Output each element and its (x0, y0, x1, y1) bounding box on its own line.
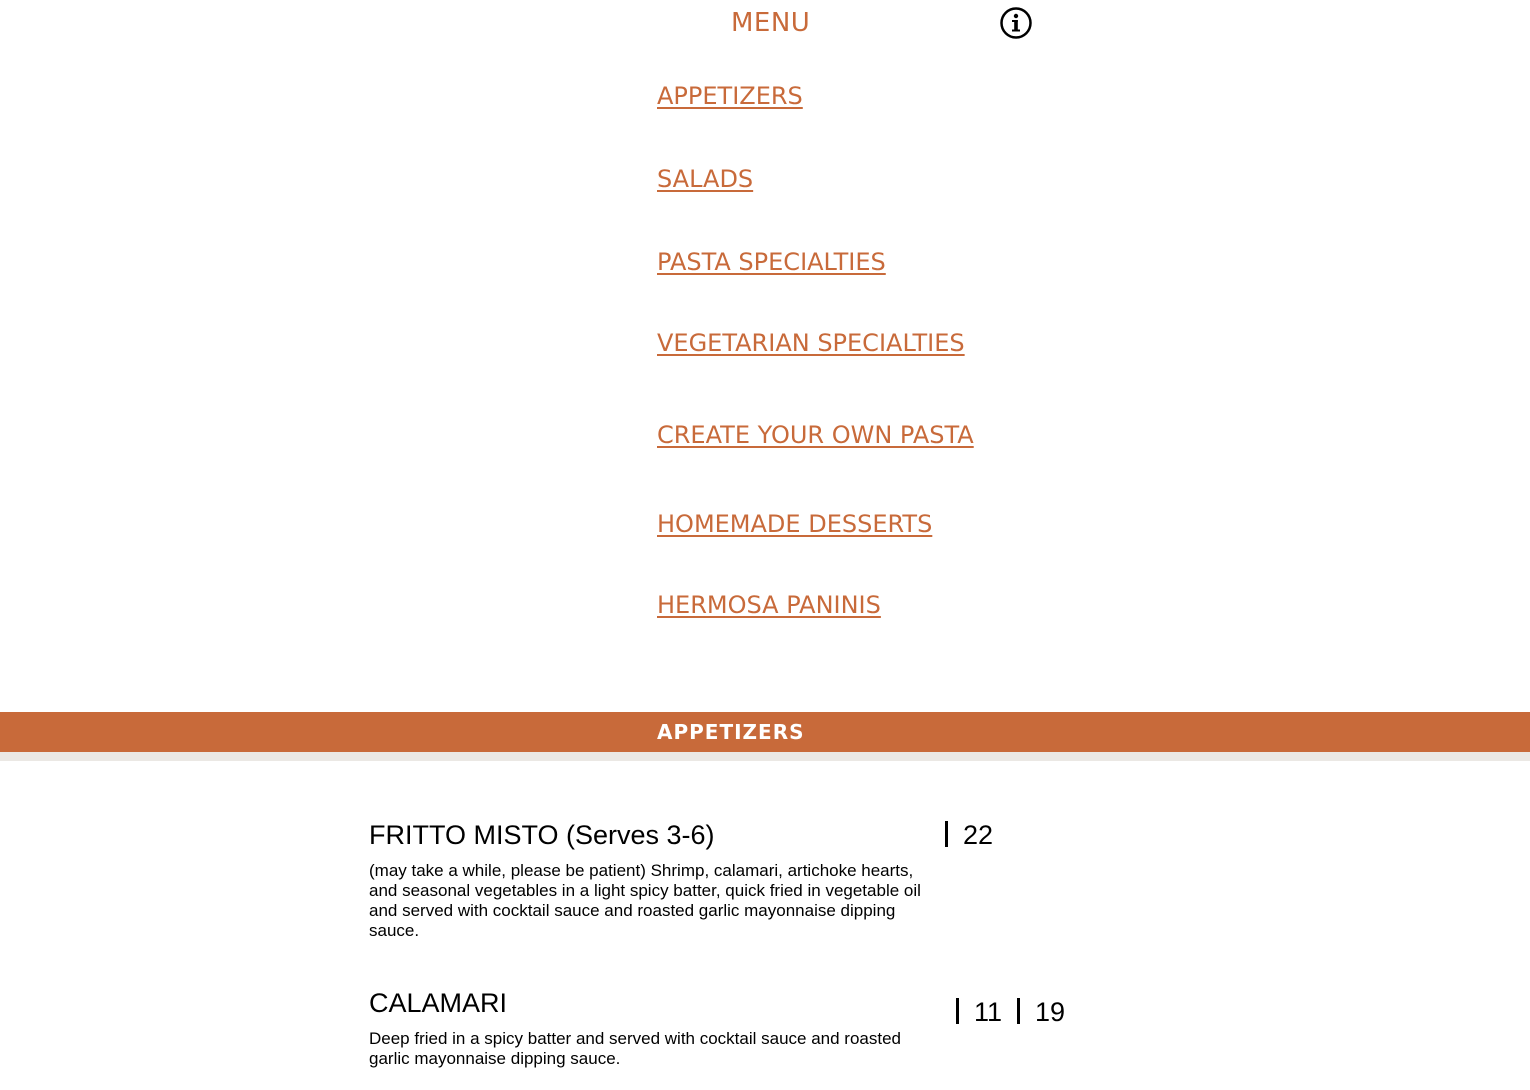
item-prices (945, 819, 1008, 851)
price-separator (1017, 998, 1020, 1024)
nav-link-appetizers[interactable]: APPETIZERS (657, 82, 803, 110)
item-name: FRITTO MISTO (Serves 3-6) (369, 820, 715, 850)
price-separator (945, 821, 948, 847)
nav-link-hermosa-paninis[interactable]: HERMOSA PANINIS (657, 591, 881, 619)
item-price: 11 (974, 997, 1003, 1027)
item-prices (956, 996, 1080, 1028)
nav-link-salads[interactable]: SALADS (657, 165, 754, 193)
price-separator (956, 998, 959, 1024)
item-name: CALAMARI (369, 988, 508, 1018)
item-price: 22 (963, 820, 994, 850)
page-title: MENU (731, 8, 811, 38)
item-description: Deep fried in a spicy batter and served with cocktail sauce and roasted garlic mayonnaise dipping sauce. (369, 1029, 902, 1068)
nav-link-pasta-specialties[interactable]: PASTA SPECIALTIES (657, 248, 886, 276)
section-header-bar (0, 712, 1530, 752)
nav-link-create-your-own-pasta[interactable]: CREATE YOUR OWN PASTA (657, 421, 974, 449)
item-description: (may take a while, please be patient) Shrimp, calamari, artichoke hearts, and seasonal vegetables in a light spicy batter, quick fried in vegetable oil and served with cocktail sauce and roasted garlic mayonnaise dipping sauce. (369, 861, 921, 940)
nav-link-vegetarian-specialties[interactable]: VEGETARIAN SPECIALTIES (657, 329, 965, 357)
item-price: 19 (1035, 997, 1066, 1027)
info-icon[interactable] (1000, 7, 1032, 39)
section-divider (0, 752, 1530, 761)
section-title: APPETIZERS (657, 720, 805, 744)
nav-link-homemade-desserts[interactable]: HOMEMADE DESSERTS (657, 510, 933, 538)
